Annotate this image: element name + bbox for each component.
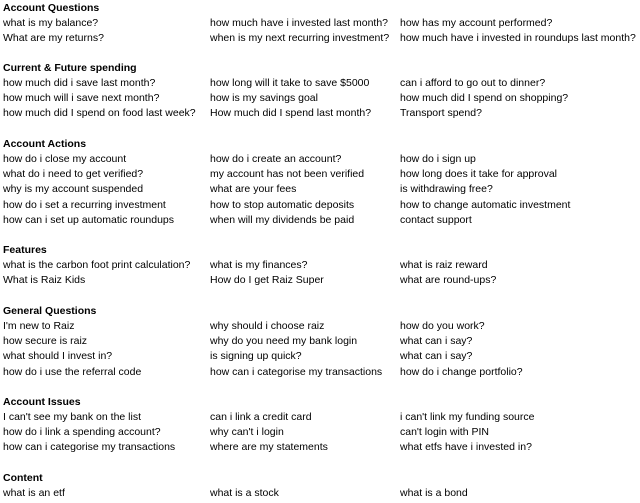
question-text: What are my returns? xyxy=(3,32,104,45)
question-text: how has my account performed? xyxy=(400,17,553,29)
question-text: what is my finances? xyxy=(210,259,308,271)
question-text: can't login with PIN xyxy=(400,426,489,439)
question-text: Transport spend? xyxy=(400,107,482,120)
question-text: what is an etf xyxy=(3,487,65,499)
question-text: how do i use the referral code xyxy=(3,365,142,378)
question-text: what should I invest in? xyxy=(3,350,113,363)
question-text: how much did i save last month? xyxy=(3,77,156,89)
question-text: why is my account suspended xyxy=(3,183,144,196)
question-text: how can i categorise my transactions xyxy=(210,365,383,378)
section-heading: Account Issues xyxy=(3,396,81,408)
question-text: I'm new to Raiz xyxy=(3,320,75,332)
question-text: how much will i save next month? xyxy=(3,92,160,105)
question-text: what is a bond xyxy=(400,487,468,499)
question-text: why should i choose raiz xyxy=(210,320,325,332)
question-text: how long does it take for approval xyxy=(400,168,558,181)
question-text: how do you work? xyxy=(400,320,485,332)
question-text: is signing up quick? xyxy=(210,350,302,363)
question-text: what is my balance? xyxy=(3,17,99,29)
question-text: my account has not been verified xyxy=(210,168,365,181)
question-text: how is my savings goal xyxy=(210,92,318,105)
question-text: what etfs have i invested in? xyxy=(400,441,532,454)
question-text: what can i say? xyxy=(400,335,473,348)
question-text: how can i categorise my transactions xyxy=(3,441,176,454)
question-text: what is the carbon foot print calculation? xyxy=(3,259,191,271)
question-text: how do i create an account? xyxy=(210,153,342,165)
question-text: what can i say? xyxy=(400,350,473,363)
section-heading: Account Actions xyxy=(3,138,87,150)
question-text: why can't i login xyxy=(210,426,284,439)
question-text: how do i set a recurring investment xyxy=(3,198,166,211)
question-text: is withdrawing free? xyxy=(400,183,493,196)
section-heading: General Questions xyxy=(3,305,97,317)
section-heading: Current & Future spending xyxy=(3,62,137,74)
question-text: when is my next recurring investment? xyxy=(210,32,390,45)
question-text: How much did I spend last month? xyxy=(210,107,372,120)
question-text: where are my statements xyxy=(210,441,328,454)
question-text: how long will it take to save $5000 xyxy=(210,77,370,89)
question-text: how do i close my account xyxy=(3,153,127,165)
question-text: how do i sign up xyxy=(400,153,476,165)
question-text: what do i need to get verified? xyxy=(3,168,144,181)
question-text: how do i change portfolio? xyxy=(400,365,523,378)
question-text: how much have i invested in roundups last month? xyxy=(400,32,636,45)
question-text: what are round-ups? xyxy=(400,274,497,287)
question-text: how much have i invested last month? xyxy=(210,17,389,29)
question-text: how do i link a spending account? xyxy=(3,426,161,439)
section-heading: Account Questions xyxy=(3,2,100,14)
section-heading: Features xyxy=(3,244,47,256)
question-text: how much did I spend on food last week? xyxy=(3,107,196,120)
question-text: what are your fees xyxy=(210,183,297,196)
question-text: why do you need my bank login xyxy=(210,335,358,348)
question-text: can i link a credit card xyxy=(210,411,312,423)
question-text: can i afford to go out to dinner? xyxy=(400,77,546,89)
question-text: What is Raiz Kids xyxy=(3,274,86,287)
question-text: how can i set up automatic roundups xyxy=(3,213,175,226)
question-text: how to change automatic investment xyxy=(400,198,571,211)
question-text: what is a stock xyxy=(210,487,279,499)
question-text: i can't link my funding source xyxy=(400,411,535,423)
question-text: how to stop automatic deposits xyxy=(210,198,355,211)
question-text: what is raiz reward xyxy=(400,259,488,271)
question-text: How do I get Raiz Super xyxy=(210,274,324,287)
section-heading: Content xyxy=(3,472,43,484)
question-text: when will my dividends be paid xyxy=(210,213,355,226)
question-text: contact support xyxy=(400,213,472,226)
question-text: I can't see my bank on the list xyxy=(3,411,141,423)
question-text: how secure is raiz xyxy=(3,335,88,348)
question-text: how much did I spend on shopping? xyxy=(400,92,569,105)
